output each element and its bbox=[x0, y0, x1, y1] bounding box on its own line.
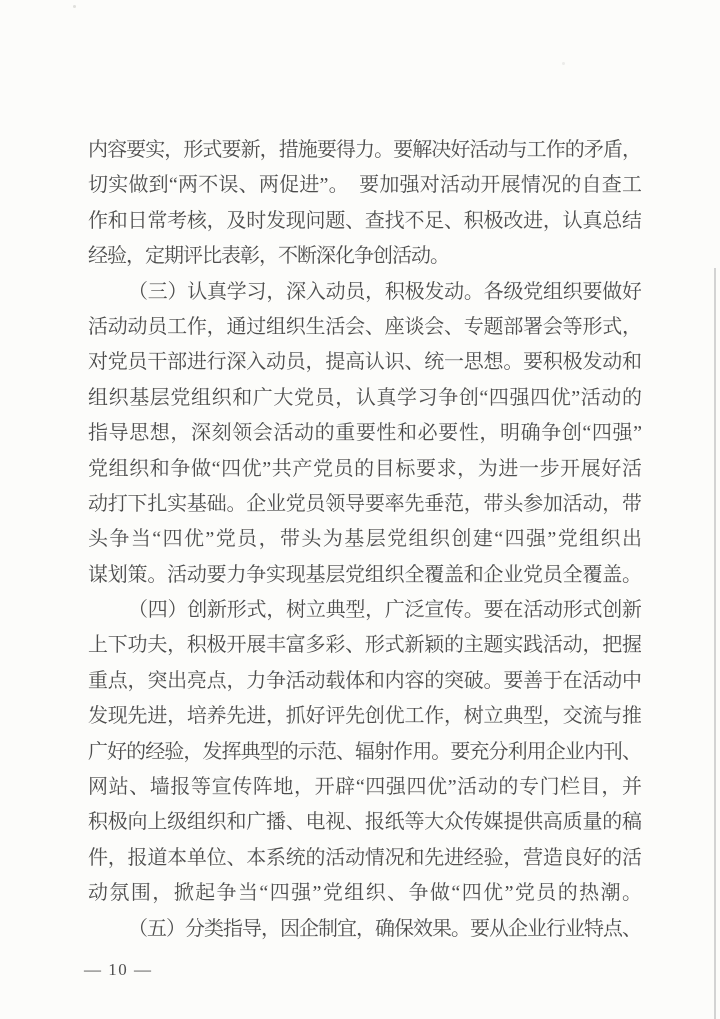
text-line: 广好的经验，发挥典型的示范、辐射作用。要充分利用企业内刊、 bbox=[88, 740, 641, 763]
scan-speck bbox=[73, 5, 76, 8]
text-line: 对党员干部进行深入动员，提高认识、统一思想。要积极发动和 bbox=[88, 351, 641, 374]
text-line: 动氛围，掀起争当“四强”党组织、争做“四优”党员的热潮。 bbox=[88, 882, 641, 905]
text-line: （五）分类指导，因企制宜，确保效果。要从企业行业特点、 bbox=[128, 917, 641, 940]
text-line: 发现先进，培养先进，抓好评先创优工作，树立典型，交流与推 bbox=[88, 705, 641, 728]
text-line: （三）认真学习，深入动员，积极发动。各级党组织要做好 bbox=[128, 280, 641, 303]
text-line: 切实做到“两不误、两促进”。 要加强对活动开展情况的自查工 bbox=[88, 174, 641, 197]
text-line: 上下功夫，积极开展丰富多彩、形式新颖的主题实践活动，把握 bbox=[88, 634, 641, 657]
text-line: 网站、墙报等宣传阵地，开辟“四强四优”活动的专门栏目，并 bbox=[88, 776, 641, 799]
text-line: 作和日常考核，及时发现问题、查找不足、积极改进，认真总结 bbox=[88, 209, 641, 232]
text-line: 指导思想，深刻领会活动的重要性和必要性，明确争创“四强” bbox=[88, 422, 641, 445]
text-line: 头争当“四优”党员，带头为基层党组织创建“四强”党组织出 bbox=[88, 528, 641, 551]
text-line: 组织基层党组织和广大党员，认真学习争创“四强四优”活动的 bbox=[88, 386, 641, 409]
scan-speck bbox=[562, 62, 565, 65]
text-line: 内容要实，形式要新，措施要得力。要解决好活动与工作的矛盾， bbox=[88, 139, 641, 161]
text-line: 活动动员工作，通过组织生活会、座谈会、专题部署会等形式， bbox=[88, 315, 641, 338]
text-line: 党组织和争做“四优”共产党员的目标要求，为进一步开展好活 bbox=[88, 457, 641, 480]
text-line: 动打下扎实基础。企业党员领导要率先垂范，带头参加活动，带 bbox=[88, 492, 641, 515]
text-line: 积极向上级组织和广播、电视、报纸等大众传媒提供高质量的稿 bbox=[88, 811, 641, 834]
scan-edge-artifact bbox=[714, 268, 716, 1019]
text-line: 重点，突出亮点，力争活动载体和内容的突破。要善于在活动中 bbox=[88, 669, 641, 692]
text-line: 经验，定期评比表彰，不断深化争创活动。 bbox=[88, 245, 449, 268]
body-text bbox=[88, 133, 641, 947]
text-line: 件，报道本单位、本系统的活动情况和先进经验，营造良好的活 bbox=[88, 846, 641, 869]
page-number: — 10 — bbox=[84, 960, 153, 979]
text-line: 谋划策。活动要力争实现基层党组织全覆盖和企业党员全覆盖。 bbox=[88, 563, 641, 586]
text-line: （四）创新形式，树立典型，广泛宣传。要在活动形式创新 bbox=[128, 599, 641, 622]
